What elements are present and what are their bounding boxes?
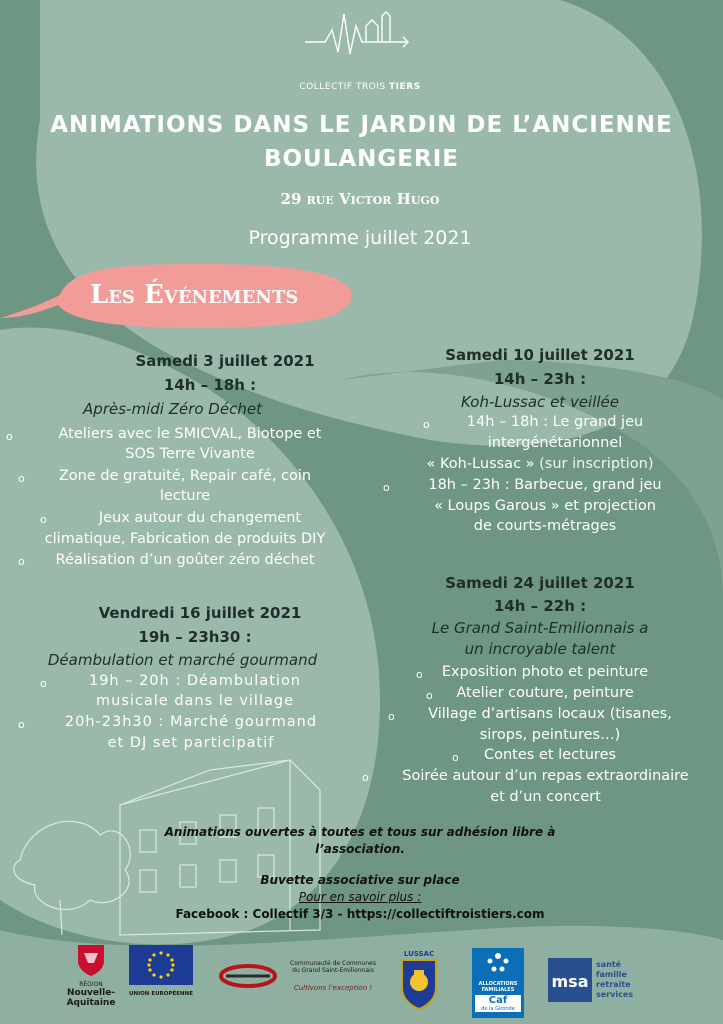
event4-item2: Atelier couture, peinture xyxy=(456,685,634,701)
msa-label2: famille xyxy=(596,970,627,979)
bullet-icon: o xyxy=(426,689,433,702)
programme-label: Programme juillet 2021 xyxy=(248,227,472,249)
event4-item3b: sirops, peintures…) xyxy=(479,727,621,743)
event3-date: Vendredi 16 juillet 2021 xyxy=(98,604,302,622)
logo-region-nouvelle-aquitaine xyxy=(65,943,117,1018)
msa-labels xyxy=(596,960,633,1000)
event3-name: Déambulation et marché gourmand xyxy=(47,651,318,669)
event3-item1b: musicale dans le village xyxy=(96,693,294,709)
lussac-label: LUSSAC xyxy=(403,950,435,958)
event4-time: 14h – 22h : xyxy=(493,597,587,615)
bullet-icon: o xyxy=(388,710,395,723)
event3-item1: 19h – 20h : Déambulation xyxy=(88,673,302,689)
event2-koh-lussac: « Koh-Lussac » xyxy=(426,456,535,472)
event2-name: Koh-Lussac et veillée xyxy=(460,393,620,411)
event2-date: Samedi 10 juillet 2021 xyxy=(445,346,635,364)
event4-name-line2: un incroyable talent xyxy=(464,640,616,658)
event1-item1b: SOS Terre Vivante xyxy=(125,446,255,462)
event2-item1: 14h – 18h : Le grand jeu xyxy=(466,414,644,430)
msa-label1: santé xyxy=(596,960,622,969)
bullet-icon: o xyxy=(452,751,459,764)
logo-communaute-de-communes xyxy=(288,960,378,992)
caf-label1: ALLOCATIONS xyxy=(478,981,518,987)
msa-mark-icon xyxy=(548,958,592,1002)
event1-item3b: climatique, Fabrication de produits DIY xyxy=(44,531,326,547)
event4-item5b: et d’un concert xyxy=(490,789,601,805)
footer-link[interactable]: Facebook : Collectif 3/3 - https://collectiftroistiers.com xyxy=(175,907,545,921)
event1-item3: Jeux autour du changement xyxy=(98,510,302,526)
event2-item1c xyxy=(370,454,710,475)
event2-time: 14h – 23h : xyxy=(493,370,587,388)
cdc-label2: du Grand Saint-Emilionnais xyxy=(292,967,374,974)
footer-line3: Buvette associative sur place xyxy=(260,873,460,887)
cdc-label3: Cultivons l’exception ! xyxy=(293,984,373,992)
bullet-icon: o xyxy=(18,555,25,568)
event1-item2b: lecture xyxy=(159,488,211,504)
event4-item4: Contes et lectures xyxy=(483,747,617,763)
brand-name-part2: TIERS xyxy=(389,82,421,92)
caf-label2: FAMILIALES xyxy=(481,987,515,993)
eu-label: UNION EUROPÉENNE xyxy=(129,991,193,997)
event2-item2c: de courts-métrages xyxy=(473,518,617,534)
event1-date: Samedi 3 juillet 2021 xyxy=(135,352,315,370)
logo-lussac xyxy=(396,950,442,1018)
cdc-label1: Communauté de Communes xyxy=(290,960,376,967)
bullet-icon: o xyxy=(423,418,430,431)
event4-item5: Soirée autour d’un repas extraordinaire xyxy=(402,768,689,784)
event3-item2b: et DJ set participatif xyxy=(107,735,275,751)
bullet-icon: o xyxy=(18,718,25,731)
bullet-icon: o xyxy=(18,472,25,485)
logo-msa xyxy=(548,958,648,1004)
bullet-icon: o xyxy=(40,513,47,526)
events-banner-label: Les Événements xyxy=(90,280,299,310)
logo-caf xyxy=(472,948,524,1018)
event2-registration: (sur inscription) xyxy=(539,456,654,472)
event1-item4: Réalisation d’un goûter zéro déchet xyxy=(55,552,315,568)
region-label1: RÉGION xyxy=(79,981,103,988)
footer-line2: l’association. xyxy=(315,842,405,856)
event1-time: 14h – 18h : xyxy=(163,376,257,394)
event2-item2b: « Loups Garous » et projection xyxy=(434,498,656,514)
bullet-icon: o xyxy=(362,771,369,784)
lussac-crest-icon xyxy=(399,958,439,1010)
bullet-icon: o xyxy=(383,481,390,494)
region-crest-icon xyxy=(74,943,108,977)
event2-item1b: intergénétarionnel xyxy=(487,435,623,451)
msa-label4: services xyxy=(596,990,634,999)
event3-item2: 20h-23h30 : Marché gourmand xyxy=(64,714,318,730)
caf-label4: de la Gironde xyxy=(481,1006,515,1012)
region-label3: Aquitaine xyxy=(66,998,116,1008)
event1-name: Après-midi Zéro Déchet xyxy=(83,400,262,418)
address: 29 rue Victor Hugo xyxy=(280,190,440,208)
swoosh-logo-icon xyxy=(218,962,278,990)
event4-name-line1: Le Grand Saint-Emilionnais a xyxy=(431,619,649,637)
event1-item2: Zone de gratuité, Repair café, coin xyxy=(58,468,312,484)
event4-item3: Village d’artisans locaux (tisanes, xyxy=(428,706,672,722)
event2-item2: 18h – 23h : Barbecue, grand jeu xyxy=(428,477,662,493)
eu-flag-icon xyxy=(129,945,193,985)
bullet-icon: o xyxy=(416,668,423,681)
footer-line4: Pour en savoir plus : xyxy=(298,890,422,904)
title-line1: ANIMATIONS DANS LE JARDIN DE L’ANCIENNE xyxy=(50,112,673,138)
event4-item1: Exposition photo et peinture xyxy=(441,664,649,680)
title-line2: BOULANGERIE xyxy=(263,146,460,172)
svg-text:msa: msa xyxy=(551,972,589,991)
msa-label3: retraite xyxy=(596,980,631,989)
event3-time: 19h – 23h30 : xyxy=(138,628,252,646)
region-label2: Nouvelle- xyxy=(66,988,116,998)
bullet-icon: o xyxy=(40,677,47,690)
brand-name-part1: COLLECTIF TROIS xyxy=(299,82,386,92)
event1-item1: Ateliers avec le SMICVAL, Biotope et xyxy=(58,426,322,442)
event4-date: Samedi 24 juillet 2021 xyxy=(445,574,635,592)
caf-family-icon xyxy=(483,951,513,977)
bullet-icon: o xyxy=(6,430,13,443)
footer-line1: Animations ouvertes à toutes et tous sur adhésion libre à xyxy=(164,825,556,839)
logo-union-europeenne xyxy=(128,945,194,1015)
caf-label3: Caf xyxy=(488,995,508,1006)
